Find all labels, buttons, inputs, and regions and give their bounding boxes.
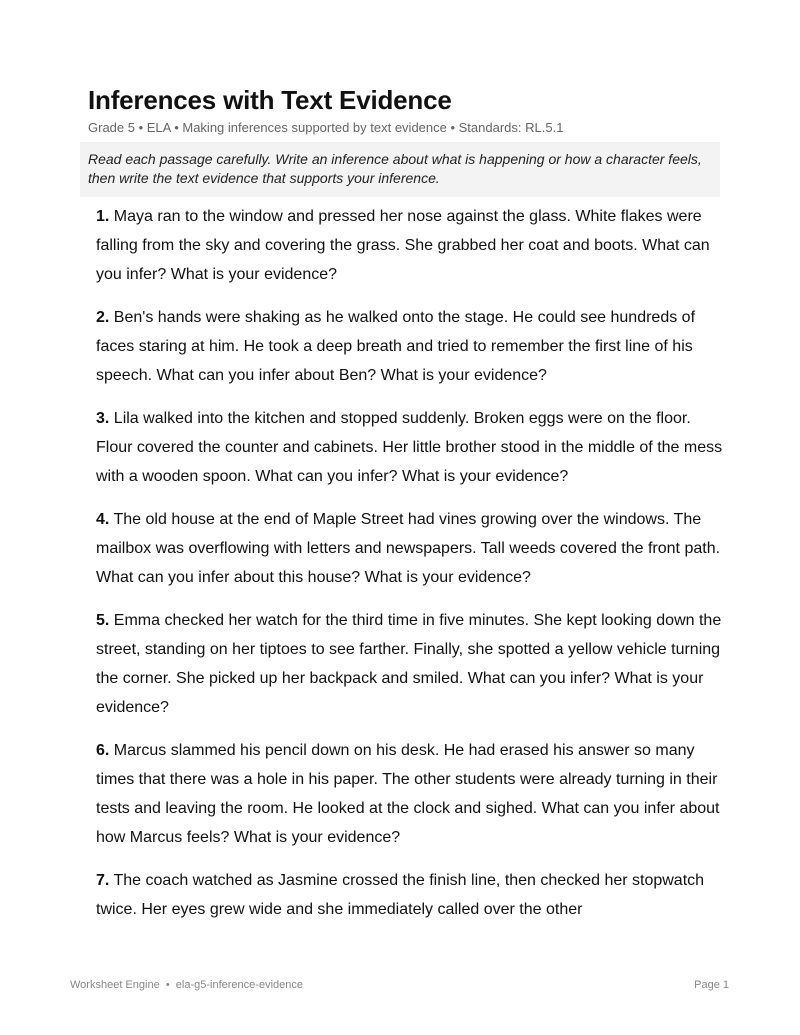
question-text: Ben's hands were shaking as he walked onto the stage. He could see hundreds of faces staring at him. He took a deep breath and tried to remember the first line of his speech. What can you infer about Ben? What is your evidence? xyxy=(96,309,696,384)
question-text: Lila walked into the kitchen and stopped suddenly. Broken eggs were on the floor. Flour covered the counter and cabinets. Her little brother stood in the middle of the mess with a wooden spoon. What can you infer? What is your evidence? xyxy=(96,410,723,485)
question-2 xyxy=(96,303,726,390)
question-4 xyxy=(96,505,726,592)
instructions-box xyxy=(80,142,720,197)
question-number: 1. xyxy=(96,208,110,225)
question-5 xyxy=(96,606,726,722)
question-list xyxy=(96,202,726,938)
question-text: The coach watched as Jasmine crossed the finish line, then checked her stopwatch twice. Her eyes grew wide and she immediately called over the other xyxy=(96,872,705,918)
question-text: The old house at the end of Maple Street had vines growing over the windows. The mailbox was overflowing with letters and newspapers. Tall weeds covered the front path. What can you infer about this house? What is your evidence? xyxy=(96,511,721,586)
question-number: 2. xyxy=(96,309,110,326)
question-text: Emma checked her watch for the third time in five minutes. She kept looking down the street, standing on her tiptoes to see farther. Finally, she spotted a yellow vehicle turning the corner. She picked up her backpack and smiled. What can you infer? What is your evidence? xyxy=(96,612,722,716)
question-number: 3. xyxy=(96,410,110,427)
worksheet-subtitle: Grade 5 • ELA • Making inferences supported by text evidence • Standards: RL.5.1 xyxy=(88,120,564,135)
footer-separator: • xyxy=(165,979,170,991)
question-number: 5. xyxy=(96,612,110,629)
question-number: 4. xyxy=(96,511,110,528)
question-6 xyxy=(96,736,726,852)
footer-worksheet-id: ela-g5-inference-evidence xyxy=(175,979,303,991)
footer-source-name: Worksheet Engine xyxy=(70,979,160,991)
instructions-text: Read each passage carefully. Write an inference about what is happening or how a character feels, then write the text evidence that supports your inference. xyxy=(88,151,702,186)
page-title: Inferences with Text Evidence xyxy=(88,85,452,115)
question-text: Marcus slammed his pencil down on his desk. He had erased his answer so many times that there was a hole in his paper. The other students were already turning in their tests and leaving the room. He looked at the clock and sighed. What can you infer about how Marcus feels? What is your evidence? xyxy=(96,742,720,846)
page-number: Page 1 xyxy=(694,979,729,991)
question-1 xyxy=(96,202,726,289)
question-text: Maya ran to the window and pressed her nose against the glass. White flakes were falling from the sky and covering the grass. She grabbed her coat and boots. What can you infer? What is your evidence? xyxy=(96,208,710,283)
footer-source xyxy=(70,978,303,992)
question-3 xyxy=(96,404,726,491)
question-number: 7. xyxy=(96,872,110,889)
question-number: 6. xyxy=(96,742,110,759)
question-7 xyxy=(96,866,726,924)
